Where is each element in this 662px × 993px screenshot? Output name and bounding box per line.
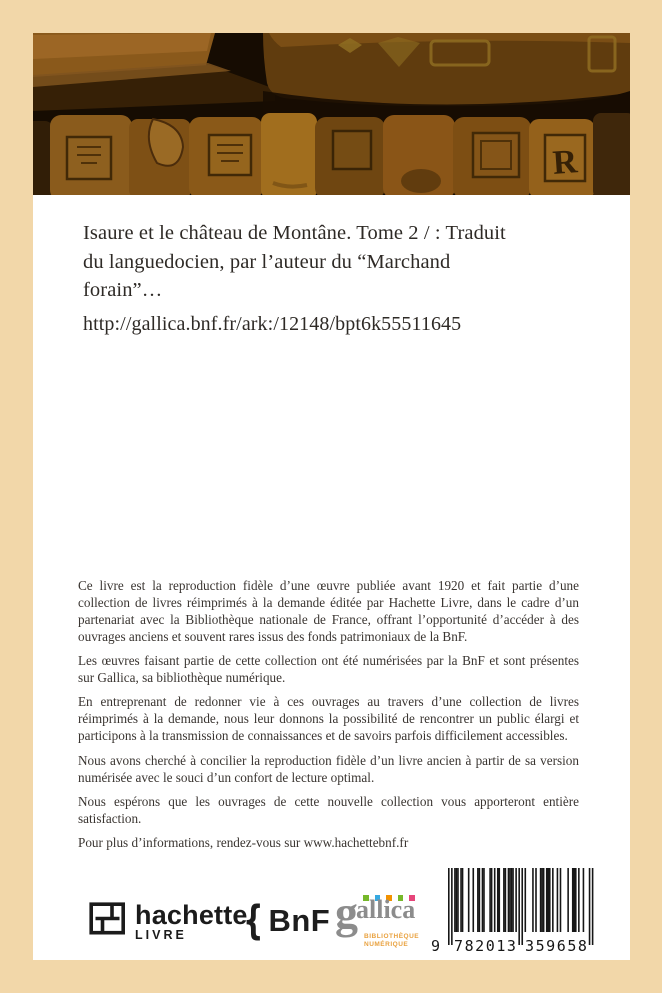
- gallica-subtitle: [364, 933, 419, 948]
- hachette-livre-logo: [89, 902, 248, 942]
- gallica-logo: [335, 887, 430, 953]
- book-title: [83, 219, 588, 305]
- description-text: [78, 578, 579, 860]
- hachette-h-icon: [89, 902, 126, 935]
- gallica-subtitle-line: NUMÉRIQUE: [364, 940, 409, 948]
- description-paragraph: Nous avons cherché à concilier la reproduction fidèle d’un livre ancien à partir de sa version numérisée avec le souci d’un confort de lecture optimal.: [78, 752, 579, 785]
- barcode-left-digits: 782013: [454, 937, 518, 955]
- description-paragraph: En entreprenant de redonner vie à ces ouvrages au travers d’une collection de livres réimprimés à la demande, nous leur donnons la possibilité de rencontrer un public élargi et participons à la transmission de connaissances et de savoirs parfois difficilement accessibles.: [78, 694, 579, 744]
- description-paragraph: Nous espérons que les ouvrages de cette nouvelle collection vous apporteront entière satisfaction.: [78, 793, 579, 826]
- old-books-photo: [33, 33, 630, 195]
- barcode-lead-digit: 9: [431, 937, 441, 955]
- gallica-subtitle-line: BIBLIOTHÈQUE: [364, 933, 420, 940]
- bnf-wordmark: BnF: [268, 903, 331, 938]
- gallica-initial: g: [335, 887, 356, 938]
- hachette-wordmark: hachette: [135, 900, 248, 930]
- ean13-barcode: [429, 868, 597, 956]
- gallica-rest: allica: [356, 895, 416, 924]
- svg-text:R: R: [551, 143, 579, 182]
- barcode-right-digits: 359658: [525, 937, 589, 955]
- hachette-livre-label: LIVRE: [135, 928, 187, 942]
- description-paragraph: Les œuvres faisant partie de cette collection ont été numérisées par la BnF et sont présentes sur Gallica, sa bibliothèque numérique.: [78, 653, 579, 686]
- description-paragraph: Ce livre est la reproduction fidèle d’une œuvre publiée avant 1920 et fait partie d’une collection de livres réimprimés à la demande éditée par Hachette Livre, dans le cadre d’un partenariat avec la Bibliothèque nationale de France, offrant l’opportunité d’accéder à des ouvrages anciens et souvent rares issus des fonds patrimoniaux de la BnF.: [78, 578, 579, 644]
- bnf-logo: [239, 898, 331, 944]
- title-line: forain”…: [83, 279, 163, 301]
- title-line: du languedocien, par l’auteur du “Marchand: [83, 250, 451, 273]
- title-line: Isaure et le château de Montâne. Tome 2 / : Traduit: [83, 222, 506, 244]
- description-paragraph: Pour plus d’informations, rendez-vous sur www.hachettebnf.fr: [78, 835, 409, 851]
- permalink-url: http://gallica.bnf.fr/ark:/12148/bpt6k55511645: [83, 313, 462, 335]
- cover-card: [33, 33, 630, 960]
- bnf-bracket-icon: {: [242, 898, 264, 944]
